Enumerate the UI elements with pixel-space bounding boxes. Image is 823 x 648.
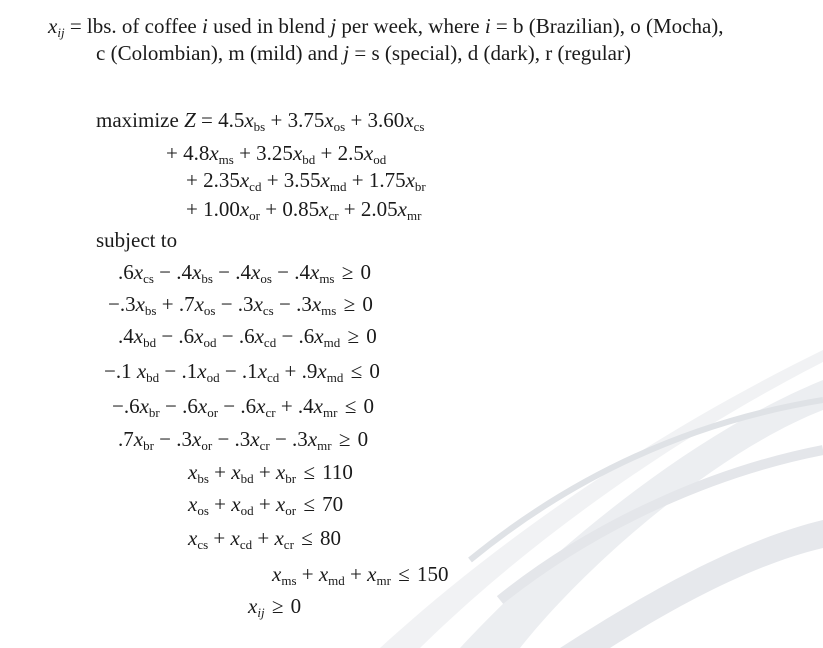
term xyxy=(259,460,296,484)
variable-subscript: ij xyxy=(257,605,265,620)
rhs-value: 0 xyxy=(362,292,373,316)
constraint-row xyxy=(108,292,373,318)
variable: x xyxy=(244,108,254,132)
variable-subscript: bs xyxy=(197,471,209,486)
variable-subscript: md xyxy=(326,370,344,385)
coefficient: .4 xyxy=(118,324,134,348)
term xyxy=(265,197,338,221)
coefficient: − .6 xyxy=(281,324,315,348)
variable-subscript: cd xyxy=(267,370,280,385)
variable: x xyxy=(397,197,407,221)
rhs-value: 110 xyxy=(322,460,353,484)
variable: x xyxy=(363,141,374,165)
coefficient: + .4 xyxy=(280,394,314,418)
term xyxy=(285,359,344,383)
variable-subscript: os xyxy=(333,119,346,134)
term xyxy=(213,526,252,550)
variable: x xyxy=(272,562,282,586)
variable: x xyxy=(192,427,202,451)
term xyxy=(281,394,338,418)
coefficient: − .4 xyxy=(218,260,251,284)
variable: x xyxy=(133,260,144,284)
variable: x xyxy=(239,197,250,221)
variable: x xyxy=(275,460,286,484)
variable: x xyxy=(250,427,260,451)
term xyxy=(214,460,253,484)
coefficient: .6 xyxy=(118,260,134,284)
coefficient: + 3.75 xyxy=(270,108,325,132)
relation: ≤ xyxy=(298,492,321,516)
variable-subscript: br xyxy=(285,471,297,486)
def-i: i xyxy=(201,14,208,38)
constraint-row xyxy=(118,427,369,453)
definition-line-1 xyxy=(48,14,724,40)
def-line2-b: = s (special), d (dark), r (regular) xyxy=(349,41,631,65)
variable: x xyxy=(251,260,261,284)
term xyxy=(159,260,213,284)
term xyxy=(118,324,156,348)
coefficient: + xyxy=(258,460,276,484)
variable-subscript: cr xyxy=(265,405,276,420)
variable: x xyxy=(135,292,145,316)
relation: ≤ xyxy=(298,460,321,484)
variable-subscript: cs xyxy=(262,303,274,318)
variable-subscript: cd xyxy=(239,537,253,552)
def-line2-a: c (Colombian), m (mild) and xyxy=(96,41,344,65)
term xyxy=(159,427,212,451)
variable: x xyxy=(324,108,334,132)
variable-subscript: cr xyxy=(328,208,339,223)
variable-subscript: bd xyxy=(146,370,160,385)
variable-subscript: bs xyxy=(144,303,157,318)
coefficient: − .6 xyxy=(161,324,195,348)
coefficient: − .1 xyxy=(224,359,258,383)
variable-subscript: cs xyxy=(413,119,425,134)
coefficient: −.6 xyxy=(112,394,140,418)
variable-subscript: br xyxy=(414,179,426,194)
coefficient: 4.5 xyxy=(218,108,245,132)
variable: x xyxy=(253,292,263,316)
variable: x xyxy=(405,168,415,192)
coefficient: − .6 xyxy=(165,394,198,418)
term xyxy=(162,292,216,316)
rhs-value: 0 xyxy=(357,427,369,451)
term xyxy=(218,260,272,284)
relation: ≥ xyxy=(266,594,289,618)
coefficient: + xyxy=(257,526,275,550)
variable: x xyxy=(313,394,323,418)
variable-subscript: or xyxy=(249,208,261,223)
variable-subscript: cd xyxy=(249,179,262,194)
term xyxy=(350,108,424,132)
variable-subscript: bd xyxy=(240,471,254,486)
variable: x xyxy=(136,359,147,383)
relation: ≥ xyxy=(342,324,365,348)
coefficient: + 3.55 xyxy=(266,168,321,192)
variable-subscript: os xyxy=(197,503,209,518)
variable-subscript: cd xyxy=(263,335,277,350)
coefficient: + 2.35 xyxy=(186,168,240,192)
relation: ≥ xyxy=(338,292,361,316)
variable: x xyxy=(139,394,149,418)
term xyxy=(272,562,297,586)
coefficient: + 3.60 xyxy=(350,108,405,132)
variable: x xyxy=(230,526,240,550)
variable-subscript: od xyxy=(203,335,217,350)
relation: ≤ xyxy=(339,394,362,418)
term xyxy=(186,197,260,221)
coefficient: + xyxy=(214,492,232,516)
objective-terms xyxy=(186,197,421,221)
objective-terms xyxy=(186,168,426,192)
coefficient: − .3 xyxy=(159,427,193,451)
variable: x xyxy=(317,359,327,383)
variable-subscript: ms xyxy=(281,573,297,588)
coefficient: + 1.00 xyxy=(186,197,240,221)
constraint-row xyxy=(188,460,353,486)
coefficient: + .7 xyxy=(161,292,195,316)
variable: x xyxy=(320,168,330,192)
relation: ≤ xyxy=(345,359,368,383)
variable: x xyxy=(231,492,241,516)
variable-subscript: or xyxy=(201,438,213,453)
variable: x xyxy=(311,292,322,316)
variable-subscript: ms xyxy=(218,152,234,167)
term xyxy=(112,394,160,418)
term xyxy=(259,492,296,516)
subject-to-label: subject to xyxy=(96,228,178,252)
variable: x xyxy=(197,394,208,418)
term xyxy=(352,168,426,192)
term xyxy=(257,526,294,550)
variable: x xyxy=(254,324,264,348)
term xyxy=(104,359,159,383)
constraint-row xyxy=(112,394,374,420)
variable-subscript: bd xyxy=(143,335,157,350)
variable-subscript: cs xyxy=(143,271,154,286)
variable-subscript: br xyxy=(148,405,160,420)
objective-line-4 xyxy=(186,197,422,223)
constraint-row xyxy=(104,359,380,385)
coefficient: − .4 xyxy=(159,260,193,284)
variable: x xyxy=(197,359,207,383)
rhs-value: 80 xyxy=(319,526,341,550)
term xyxy=(188,492,209,516)
objective-line-1 xyxy=(96,108,425,134)
term xyxy=(118,427,154,451)
coefficient: − .4 xyxy=(277,260,310,284)
def-var: x xyxy=(48,14,58,38)
variable: x xyxy=(209,141,219,165)
variable: x xyxy=(367,562,377,586)
variable: x xyxy=(314,324,324,348)
coefficient: + xyxy=(258,492,276,516)
maximize-keyword: maximize xyxy=(96,108,185,132)
variable-subscript: od xyxy=(240,503,254,518)
relation: ≥ xyxy=(336,260,359,284)
variable-subscript: cs xyxy=(197,537,209,552)
term xyxy=(186,168,261,192)
relation: ≤ xyxy=(392,562,415,586)
variable-subscript: or xyxy=(285,503,297,518)
variable-subscript: or xyxy=(207,405,219,420)
coefficient: + xyxy=(213,526,231,550)
rhs-value: 70 xyxy=(322,492,344,516)
term xyxy=(281,324,340,348)
coefficient: − .6 xyxy=(223,394,257,418)
term xyxy=(225,359,279,383)
term xyxy=(239,141,315,165)
term xyxy=(344,197,422,221)
variable-subscript: ms xyxy=(319,271,335,286)
term xyxy=(218,108,265,132)
coefficient: −.3 xyxy=(108,292,136,316)
coefficient: + xyxy=(301,562,319,586)
term xyxy=(188,526,208,550)
rhs-value: 0 xyxy=(290,594,302,618)
variable-subscript: mr xyxy=(376,573,391,588)
variable: x xyxy=(231,460,241,484)
coefficient: − .3 xyxy=(217,427,251,451)
variable-subscript: md xyxy=(329,179,347,194)
variable-subscript: od xyxy=(206,370,220,385)
coefficient: .7 xyxy=(118,427,134,451)
def-text-3: per week, where xyxy=(336,14,485,38)
relation: ≥ xyxy=(333,427,356,451)
term xyxy=(222,324,276,348)
coefficient: + 2.5 xyxy=(320,141,364,165)
variable: x xyxy=(194,324,204,348)
coefficient: − .3 xyxy=(220,292,254,316)
variable-subscript: od xyxy=(373,152,387,167)
variable: x xyxy=(257,359,268,383)
variable: x xyxy=(133,427,144,451)
coefficient: − .1 xyxy=(164,359,198,383)
term xyxy=(277,260,334,284)
coefficient: + .9 xyxy=(284,359,318,383)
term xyxy=(165,394,218,418)
coefficient: + 4.8 xyxy=(166,141,210,165)
coefficient: + xyxy=(350,562,368,586)
variable: x xyxy=(133,324,144,348)
relation: ≤ xyxy=(295,526,318,550)
term xyxy=(321,141,387,165)
variable-subscript: cr xyxy=(259,438,270,453)
objective-eq: = xyxy=(195,108,219,132)
constraint-row xyxy=(272,562,449,588)
term xyxy=(118,260,154,284)
variable: x xyxy=(192,260,202,284)
variable: x xyxy=(194,292,204,316)
rhs-value: 150 xyxy=(416,562,449,586)
constraint-row xyxy=(188,492,344,518)
definition-line-2 xyxy=(96,43,631,64)
term xyxy=(279,292,336,316)
term xyxy=(164,359,219,383)
constraint-row xyxy=(118,324,377,350)
coefficient: + xyxy=(214,460,232,484)
variable: x xyxy=(256,394,266,418)
coefficient: − .6 xyxy=(221,324,255,348)
objective-line-2 xyxy=(166,141,387,167)
variable-subscript: cr xyxy=(283,537,294,552)
term xyxy=(302,562,345,586)
constraint-row xyxy=(188,526,341,552)
term xyxy=(267,168,347,192)
variable-subscript: ms xyxy=(321,303,337,318)
variable: x xyxy=(239,168,250,192)
term xyxy=(270,108,345,132)
variable-subscript: os xyxy=(203,303,216,318)
coefficient: −.1 xyxy=(104,359,137,383)
variable: x xyxy=(404,108,414,132)
term xyxy=(275,427,332,451)
rhs-value: 0 xyxy=(366,324,377,348)
def-text-2: used in blend xyxy=(207,14,331,38)
variable: x xyxy=(309,260,320,284)
variable-subscript: md xyxy=(323,335,341,350)
term xyxy=(161,324,216,348)
rhs-value: 0 xyxy=(363,394,374,418)
term xyxy=(108,292,156,316)
rhs-value: 0 xyxy=(360,260,372,284)
coefficient: + 0.85 xyxy=(265,197,320,221)
coefficient: + 1.75 xyxy=(351,168,406,192)
variable-subscript: mr xyxy=(317,438,332,453)
variable-subscript: br xyxy=(143,438,154,453)
variable: x xyxy=(275,492,286,516)
def-j2: j xyxy=(343,41,350,65)
coefficient: − .3 xyxy=(274,427,308,451)
variable-subscript: os xyxy=(260,271,272,286)
variable: x xyxy=(188,492,198,516)
variable: x xyxy=(188,460,198,484)
term xyxy=(350,562,391,586)
variable: x xyxy=(274,526,284,550)
variable-subscript: bs xyxy=(253,119,266,134)
term xyxy=(248,594,265,618)
variable: x xyxy=(307,427,318,451)
constraint-row xyxy=(118,260,372,286)
variable: x xyxy=(188,526,198,550)
variable-subscript: bd xyxy=(302,152,316,167)
objective-terms xyxy=(166,141,386,165)
objective-line-3 xyxy=(186,168,426,194)
objective-terms xyxy=(218,108,424,132)
term xyxy=(223,394,275,418)
term xyxy=(221,292,274,316)
variable-subscript: bs xyxy=(201,271,213,286)
variable-subscript: md xyxy=(328,573,345,588)
def-text-1: = lbs. of coffee xyxy=(64,14,202,38)
variable-subscript: mr xyxy=(322,405,338,420)
term xyxy=(188,460,209,484)
variable-subscript: mr xyxy=(406,208,422,223)
term xyxy=(214,492,253,516)
variable: x xyxy=(318,562,329,586)
variable: x xyxy=(248,594,258,618)
def-i2: i xyxy=(484,14,491,38)
coefficient: − .3 xyxy=(278,292,312,316)
variable: x xyxy=(292,141,303,165)
coefficient: + 3.25 xyxy=(239,141,293,165)
variable: x xyxy=(319,197,329,221)
def-text-4: = b (Brazilian), o (Mocha), xyxy=(490,14,724,38)
def-var-sub: ij xyxy=(57,25,65,40)
term xyxy=(166,141,234,165)
constraint-row xyxy=(248,594,302,620)
coefficient: + 2.05 xyxy=(343,197,398,221)
term xyxy=(217,427,269,451)
rhs-value: 0 xyxy=(369,359,380,383)
def-j: j xyxy=(330,14,337,38)
objective-var: Z xyxy=(184,108,196,132)
